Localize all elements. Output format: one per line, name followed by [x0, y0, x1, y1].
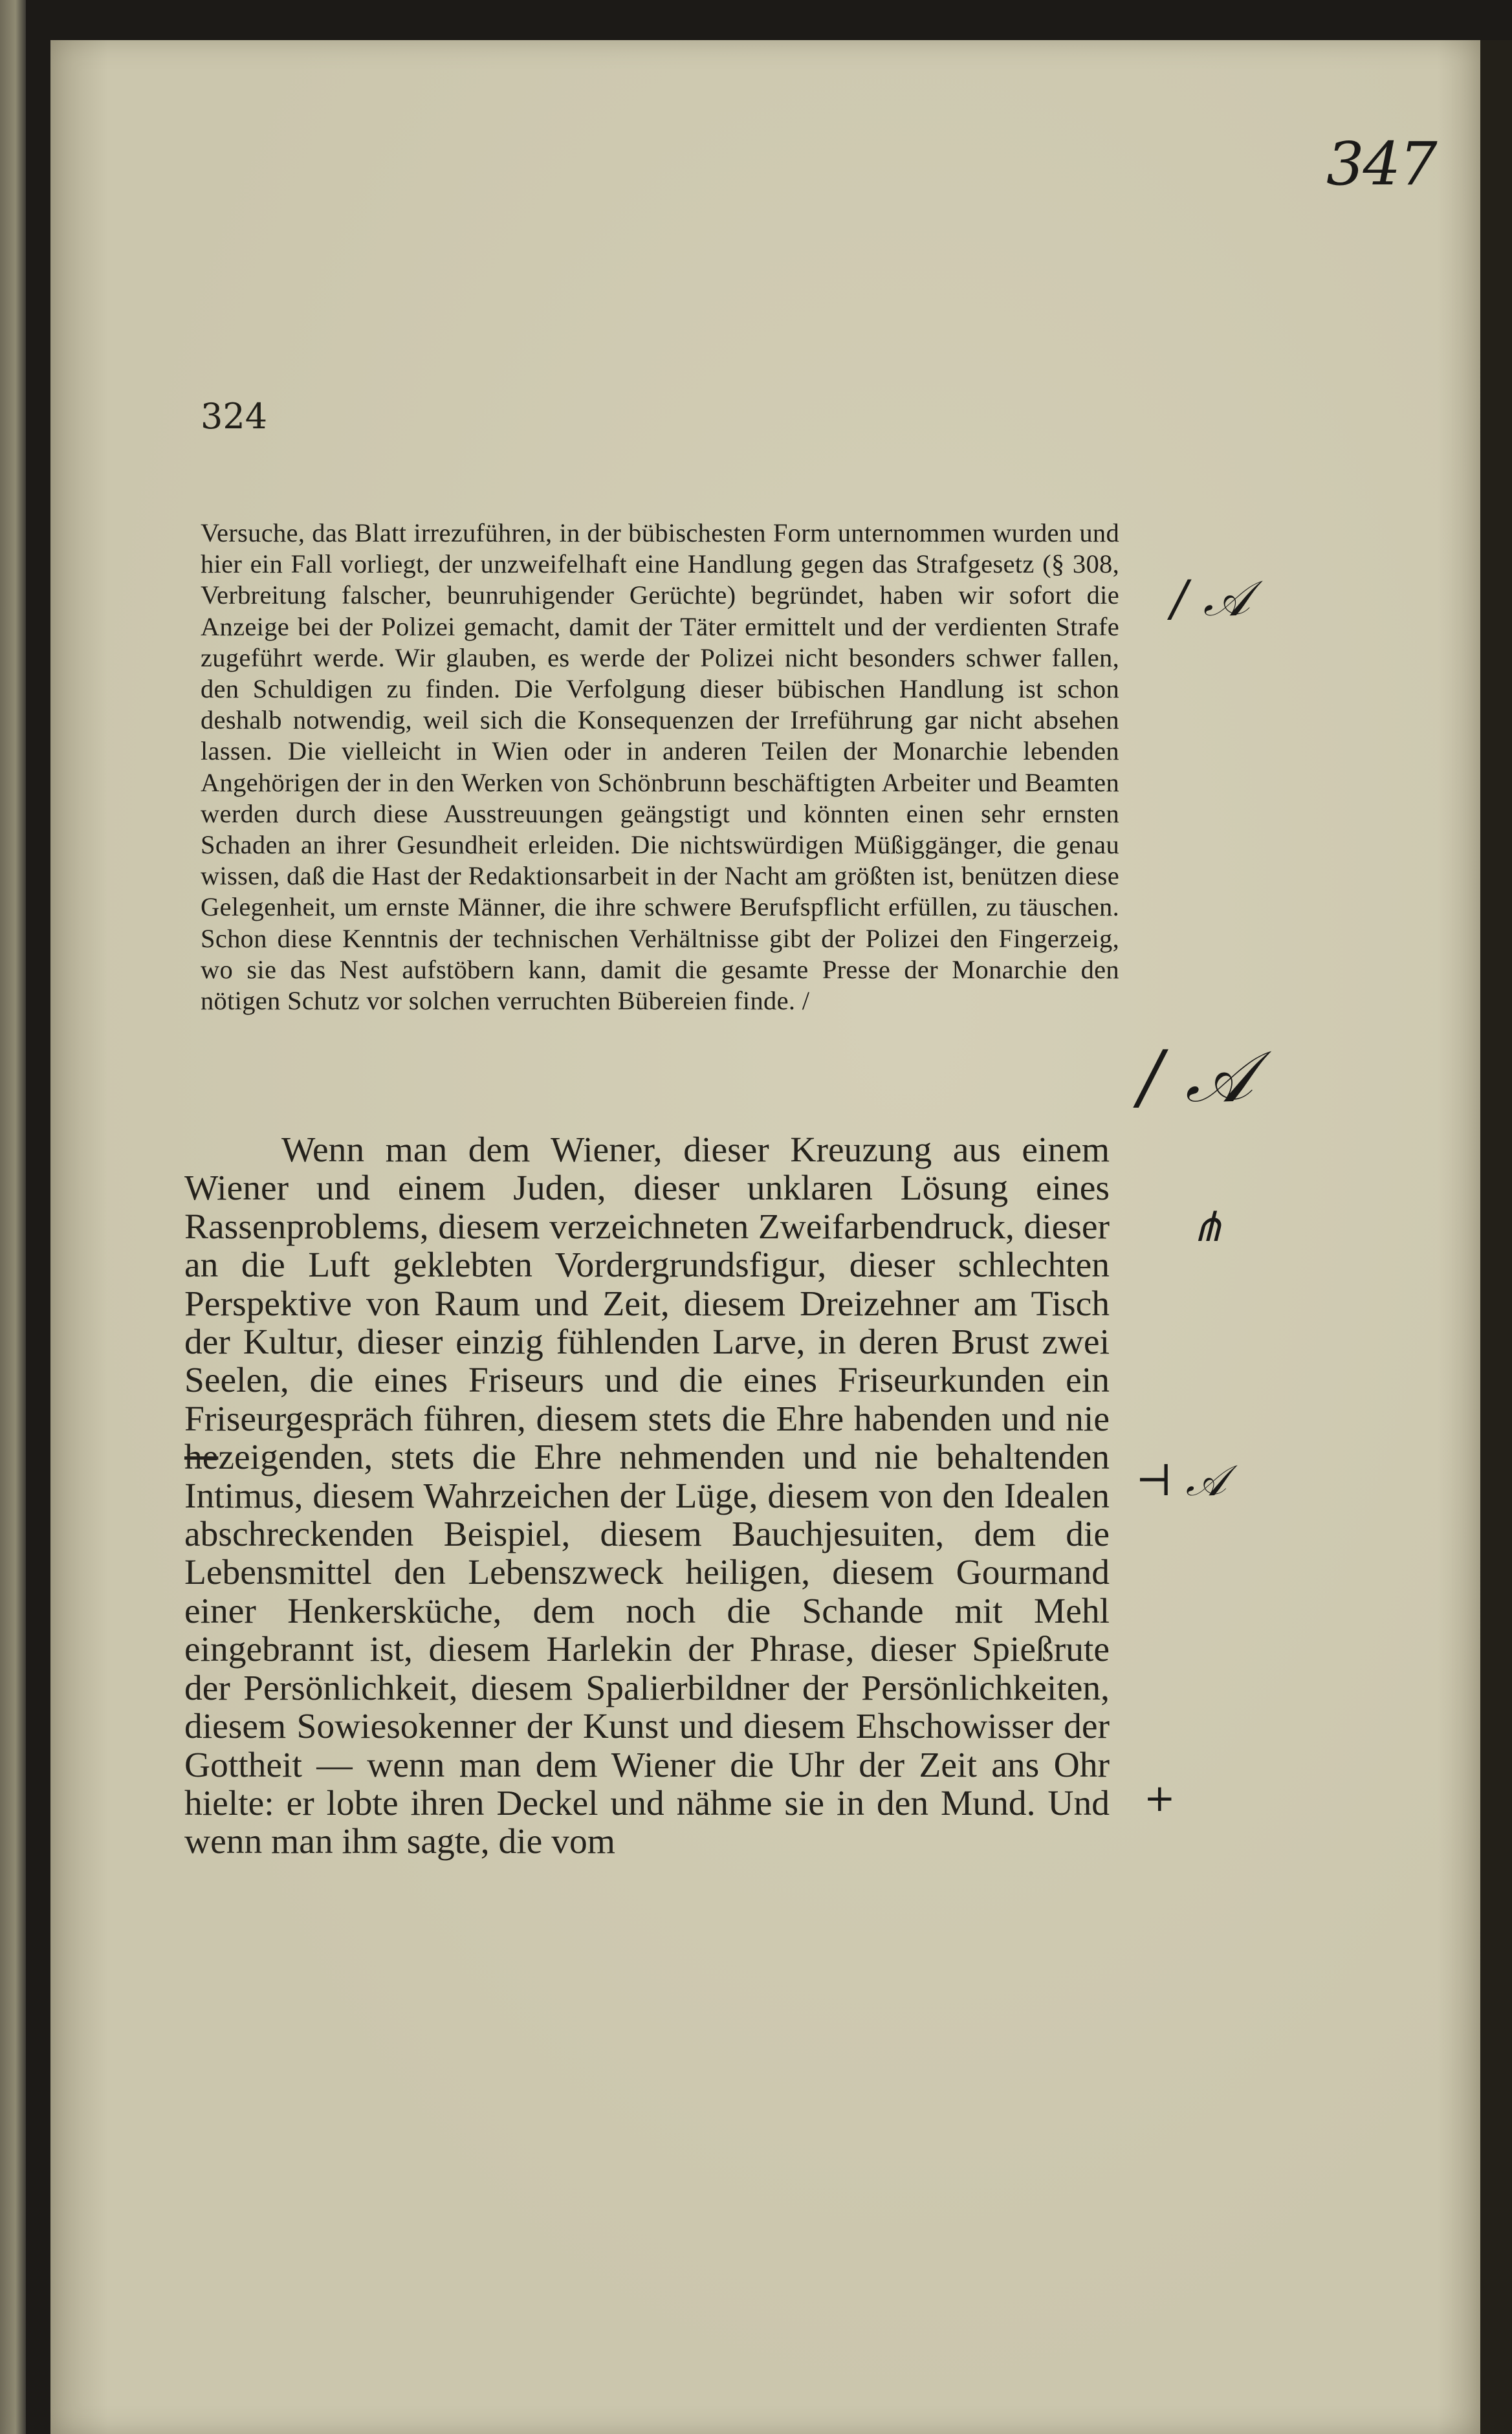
margin-annotation-2: / 𝒜: [1139, 1035, 1253, 1118]
quoted-newspaper-passage: [201, 518, 1119, 1016]
margin-annotation-3: ⋔: [1190, 1203, 1225, 1251]
book-spine-edge: [0, 0, 26, 2434]
quote-paragraph: [201, 518, 1119, 1016]
page-right-shadow: [1480, 40, 1512, 2434]
quote-text: Versuche, das Blatt irrezuführen, in der bübischesten Form unternommen wurden und hier ein Fall vorliegt, der unzweifelhaft eine Handlung gegen das Strafgesetz (§ 308, Verbreitung falscher, beunruhigender Gerüchte) begründet, haben wir sofort die Anzeige bei der Polizei gemacht, damit der Täter ermittelt und der verdienten Strafe zugeführt werde. Wir glauben, es werde der Polizei nicht besonders schwer fallen, den Schuldigen zu finden. Die Verfolgung dieser bübischen Handlung ist schon deshalb notwendig, weil sich die Konsequenzen der Irreführung gar nicht absehen lassen. Die vielleicht in Wien oder in anderen Teilen der Monarchie lebenden Angehörigen der in den Werken von Schönbrunn beschäftigten Arbeiter und Beamten werden durch diese Ausstreuungen geängstigt und könnten einen sehr ernsten Schaden an ihrer Gesundheit erleiden. Die nichtswürdigen Müßiggänger, die genau wissen, daß die Hast der Redaktionsarbeit in der Nacht am größten ist, benützen diese Gelegenheit, um ernste Männer, die ihre schwere Berufspflicht erfüllen, zu täuschen. Schon diese Kenntnis der technischen Verhältnisse gibt der Polizei den Fingerzeig, wo sie das Nest aufstöbern kann, damit die gesamte Presse der Monarchie den nötigen Schutz vor solchen verruchten Bübereien finde.: [201, 518, 1119, 1016]
margin-annotation-1: / 𝒜: [1171, 569, 1250, 627]
margin-annotation-5: +: [1144, 1776, 1176, 1820]
main-text-part-1: Wenn man dem Wiener, dieser Kreuzung aus einem Wiener und einem Juden, dieser unklaren Lösung eines Rassenproblems, diesem verzeichneten Zweifarbendruck, dieser an die Luft geklebten Vordergrundsfigur, dieser schlechten Perspektive von Raum und Zeit, diesem Dreizehner am Tisch der Kultur, dieser einzig fühlenden Larve, in deren Brust zwei Seelen, die eines Friseurs und die eines Friseurkunden ein Friseurgespräch führen, diesem stets die Ehre habenden und nie: [184, 1130, 1110, 1439]
struck-out-correction: he: [184, 1438, 219, 1478]
quote-end-mark: /: [802, 986, 810, 1016]
main-text-part-2: zeigenden, stets die Ehre nehmenden und nie behaltenden Intimus, diesem Wahrzeichen der Lüge, diesem von den Idealen abschreckenden Beispiel, diesem Bauchjesuiten, dem die Lebensmittel den Lebenszweck heiligen, diesem Gourmand einer Henkersküche, dem noch die Schande mit Mehl eingebrannt ist, diesem Harlekin der Phrase, dieser Spießrute der Persönlichkeit, diesem Spalierbildner der Persönlichkeiten, diesem Sowiesokenner der Kunst und diesem Ehschowisser der Gottheit — wenn man dem Wiener die Uhr der Zeit ans Ohr hielte: er lobte ihren Deckel und nähme sie in den Mund. Und wenn man ihm sagte, die vom: [184, 1438, 1110, 1862]
margin-annotation-4: ⊣ 𝒜: [1135, 1456, 1227, 1506]
main-paragraph: [184, 1131, 1110, 1861]
handwritten-folio-number: 347: [1326, 129, 1436, 199]
printed-page-number: 324: [201, 396, 268, 437]
main-body-text: [184, 1131, 1110, 1861]
